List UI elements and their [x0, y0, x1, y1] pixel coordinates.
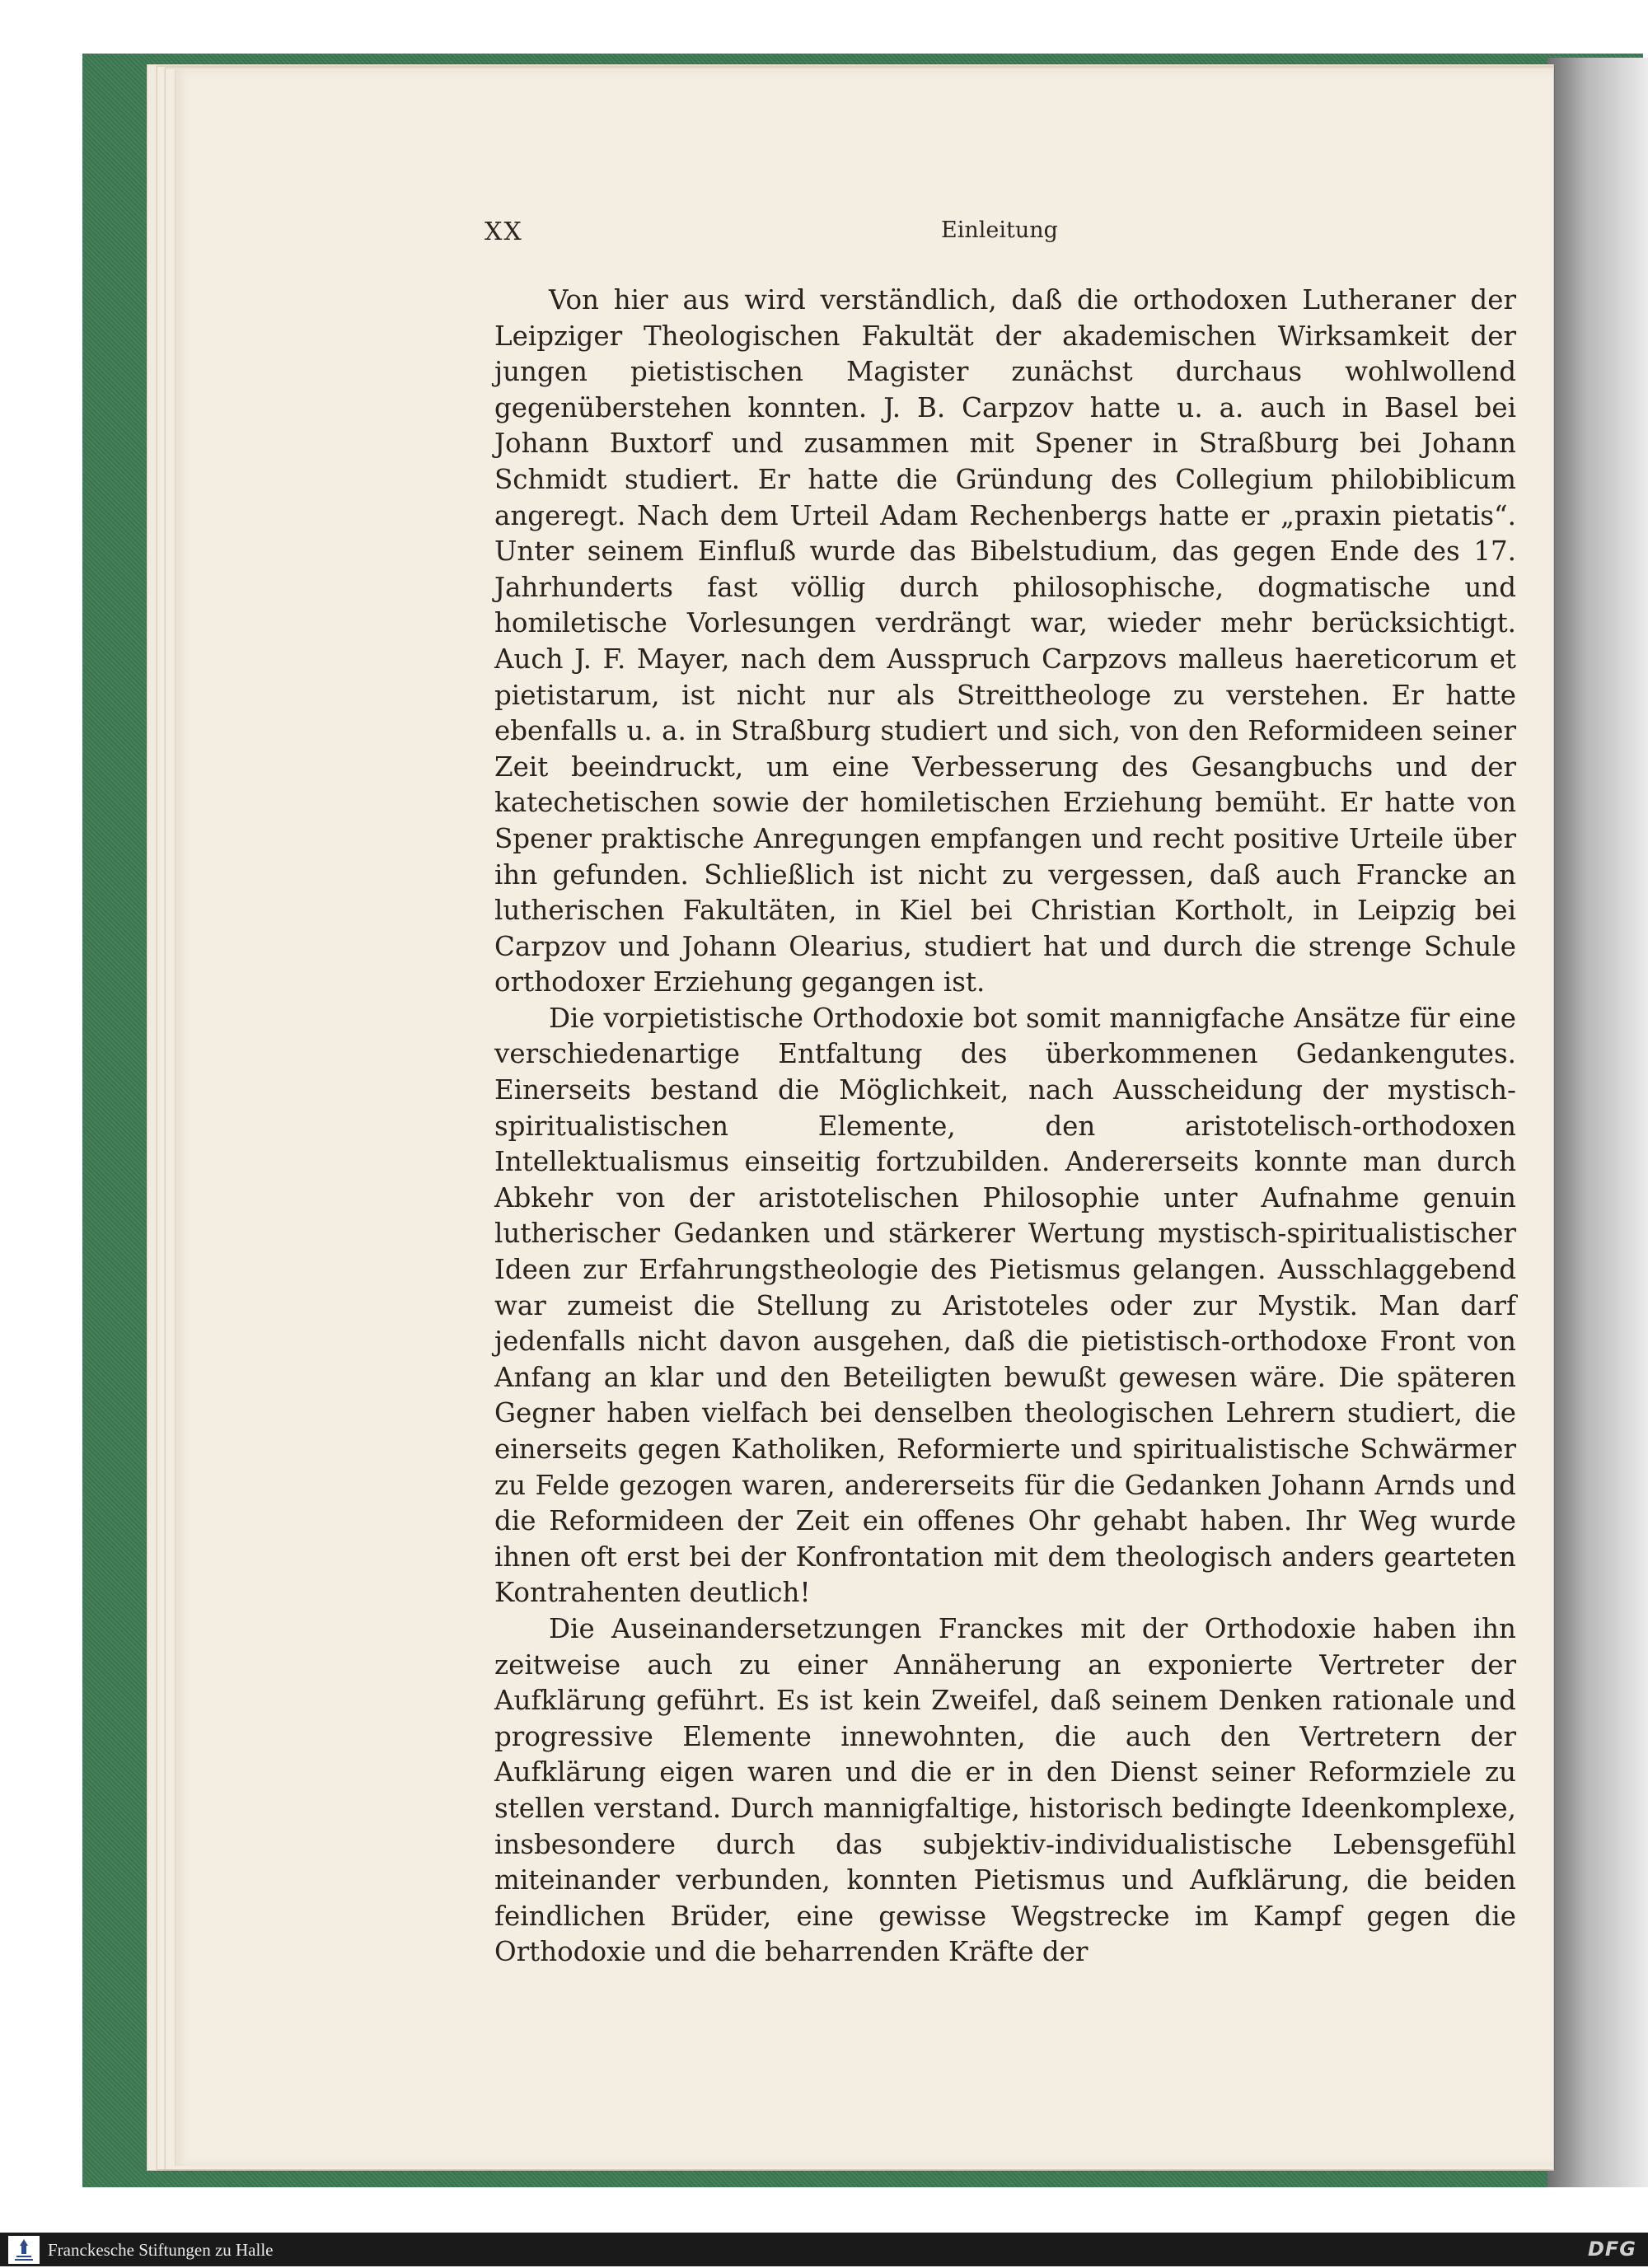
paragraph: Die vorpietistische Orthodoxie bot somit mannigfache Ansätze für eine verschiedenartige Entfaltung des überkommenen Gedankengutes. Einerseits bestand die Möglichkeit, nach Ausscheidung der mystisch-spiritualistischen Elemente, den aristotelisch-orthodoxen Intellektualismus einseitig fortzubilden. Andererseits konnte man durch Abkehr von der aristotelischen Philosophie unter Aufnahme genuin lutherischer Gedanken und stärkerer Wertung mystisch-spiritualistischer Ideen zur Erfahrungstheologie des Pietismus gelangen. Ausschlaggebend war zumeist die Stellung zu Aristoteles oder zur Mystik. Man darf jedenfalls nicht davon ausgehen, daß die pietistisch-orthodoxe Front von Anfang an klar und den Beteiligten bewußt gewesen wäre. Die späteren Gegner haben vielfach bei denselben theologischen Lehrern studiert, die einerseits gegen Katholiken, Reformierte und spiritualistische Schwärmer zu Felde gezogen waren, andererseits für die Gedanken Johann Arnds und die Reformideen der Zeit ein offenes Ohr gehabt haben. Ihr Weg wurde ihnen oft erst bei der Konfrontation mit dem theologisch anders gearteten Kontrahenten deutlich!	[494, 1002, 1516, 1609]
running-head	[485, 217, 1516, 250]
dfg-logo[interactable]: DFG	[1587, 2238, 1636, 2261]
body-text	[494, 283, 1516, 1971]
paragraph: Von hier aus wird verständlich, daß die orthodoxen Lutheraner der Leipziger Theologischen Fakultät der akademischen Wirksamkeit der jungen pietistischen Magister zunächst durchaus wohlwollend gegenüberstehen konnten. J. B. Carpzov hatte u. a. auch in Basel bei Johann Buxtorf und zusammen mit Spener in Straßburg bei Johann Schmidt studiert. Er hatte die Gründung des Collegium philobiblicum angeregt. Nach dem Urteil Adam Rechenbergs hatte er „praxin pietatis“. Unter seinem Einfluß wurde das Bibelstudium, das gegen Ende des 17. Jahrhunderts fast völlig durch philosophische, dogmatische und homiletische Vorlesungen verdrängt war, wieder mehr berücksichtigt. Auch J. F. Mayer, nach dem Ausspruch Carpzovs malleus haereticorum et pietistarum, ist nicht nur als Streittheologe zu verstehen. Er hatte ebenfalls u. a. in Straßburg studiert und sich, von den Reformideen seiner Zeit beeindruckt, um eine Verbesserung des Gesangbuchs und der katechetischen sowie der homiletischen Erziehung bemüht. Er hatte von Spener praktische Anregungen empfangen und recht positive Urteile über ihn gefunden. Schließlich ist nicht zu vergessen, daß auch Francke an lutherischen Fakultäten, in Kiel bei Christian Kortholt, in Leipzig bei Carpzov und Johann Olearius, studiert hat und durch die strenge Schule orthodoxer Erziehung gegangen ist.	[494, 284, 1516, 998]
section-title: Einleitung	[941, 217, 1058, 243]
franckesche-stiftungen-logo-icon[interactable]	[8, 2236, 40, 2264]
source-label: Franckesche Stiftungen zu Halle	[48, 2240, 274, 2260]
paragraph: Die Auseinandersetzungen Franckes mit der Orthodoxie haben ihn zeitweise auch zu einer Annäherung an exponierte Vertreter der Aufklärung geführt. Es ist kein Zweifel, daß seinem Denken rationale und progressive Elemente innewohnten, die auch den Vertretern der Aufklärung eigen waren und die er in den Dienst seiner Reformziele zu stellen verstand. Durch mannigfaltige, historisch bedingte Ideenkomplexe, insbesondere durch das subjektiv-individualistische Lebensgefühl miteinander verbunden, konnten Pietismus und Aufklärung, die beiden feindlichen Brüder, eine gewisse Wegstrecke im Kampf gegen die Orthodoxie und die beharrenden Kräfte der	[494, 1612, 1516, 1968]
page-number: XX	[485, 217, 523, 246]
viewer-footer-bar	[0, 2233, 1648, 2266]
book-cover-edge	[1547, 58, 1648, 2187]
